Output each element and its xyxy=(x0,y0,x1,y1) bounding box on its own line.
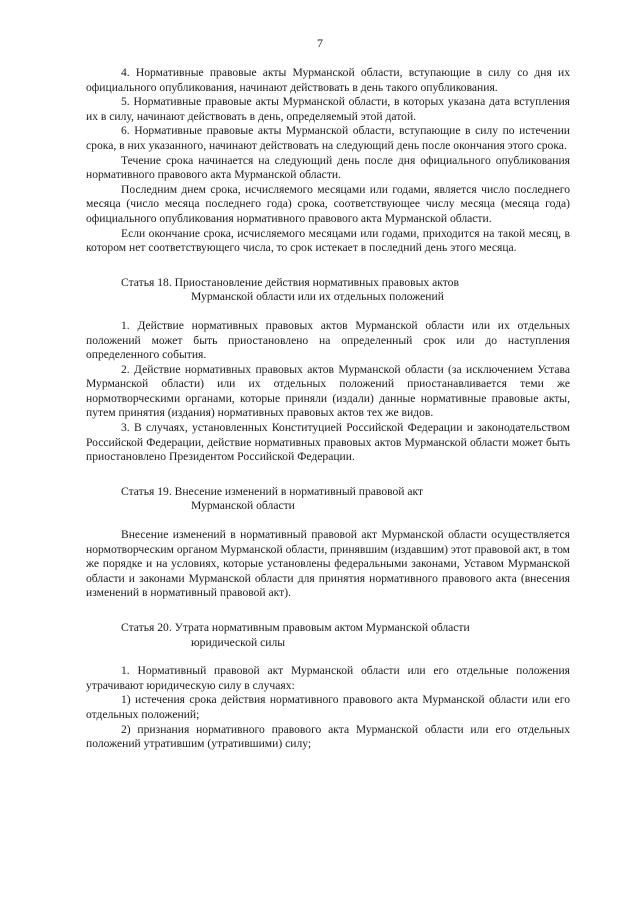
paragraph: Течение срока начинается на следующий день после дня официального опубликования нормативного правового акта Мурманской области. xyxy=(86,153,570,182)
paragraph: 1) истечения срока действия нормативного правового акта Мурманской области или его отдельных положений; xyxy=(86,693,570,721)
paragraph: 5. Нормативные правовые акты Мурманской области, в которых указана дата вступления их в силу, начинают действовать в день, определяемый этой датой. xyxy=(86,95,570,123)
paragraph: 1. Нормативный правовой акт Мурманской области или его отдельные положения утрачивают юридическую силу в случаях: xyxy=(86,664,570,692)
paragraph: 1. Действие нормативных правовых актов Мурманской области или их отдельных положений может быть приостановлено на определенный срок или до наступления определенного события. xyxy=(86,318,570,362)
paragraph: 3. В случаях, установленных Конституцией Российской Федерации и законодательством Российской Федерации, действие нормативных правовых актов Мурманской области может быть приостановлено Президентом Российской Федерации. xyxy=(86,421,570,464)
document-body xyxy=(86,66,570,752)
paragraph: Внесение изменений в нормативный правовой акт Мурманской области осуществляется нормотворческим органом Мурманской области, принявшим (издавшим) этот правовой акт, в том же порядке и на условиях, которые установлены федеральными законами, Уставом Мурманской области и законами Мурманской области для принятия нормативного правового акта (внесения изменений в нормативный правовой акт). xyxy=(86,528,570,600)
paragraph: 2) признания нормативного правового акта Мурманской области или его отдельных положений утратившим (утратившими) силу; xyxy=(86,722,570,751)
paragraph: 6. Нормативные правовые акты Мурманской области, вступающие в силу по истечении срока, в них указанного, начинают действовать на следующий день после окончания этого срока. xyxy=(86,124,570,152)
article-title-continuation: Мурманской области xyxy=(191,499,295,513)
article-title: Статья 19. Внесение изменений в нормативный правовой акт xyxy=(121,484,424,498)
article-title-continuation: Мурманской области или их отдельных положений xyxy=(191,290,444,304)
paragraph: Последним днем срока, исчисляемого месяцами или годами, является число последнего месяца (число месяца последнего года) срока, соответствующее числу месяца (месяца года) официального опубликования нормативного правового акта Мурманской области. xyxy=(86,182,570,225)
page-number: 7 xyxy=(317,36,323,50)
article-title-continuation: юридической силы xyxy=(191,635,286,649)
article-title: Статья 18. Приостановление действия нормативных правовых актов xyxy=(121,275,459,289)
article-18-heading xyxy=(86,276,570,305)
paragraph: 2. Действие нормативных правовых актов Мурманской области (за исключением Устава Мурманской области) или их отдельных положений приостанавливается теми же нормотворческими органами, которые приняли (издали) данные нормативные правовые акты, путем принятия (издания) нормативных правовых актов тех же видов. xyxy=(86,362,570,420)
paragraph: Если окончание срока, исчисляемого месяцами или годами, приходится на такой месяц, в котором нет соответствующего числа, то срок истекает в последний день этого месяца. xyxy=(86,226,570,255)
paragraph: 4. Нормативные правовые акты Мурманской области, вступающие в силу со дня их официального опубликования, начинают действовать в день такого опубликования. xyxy=(86,66,570,94)
article-20-heading xyxy=(86,621,570,650)
article-title: Статья 20. Утрата нормативным правовым актом Мурманской области xyxy=(121,621,470,634)
article-19-heading xyxy=(86,485,570,514)
